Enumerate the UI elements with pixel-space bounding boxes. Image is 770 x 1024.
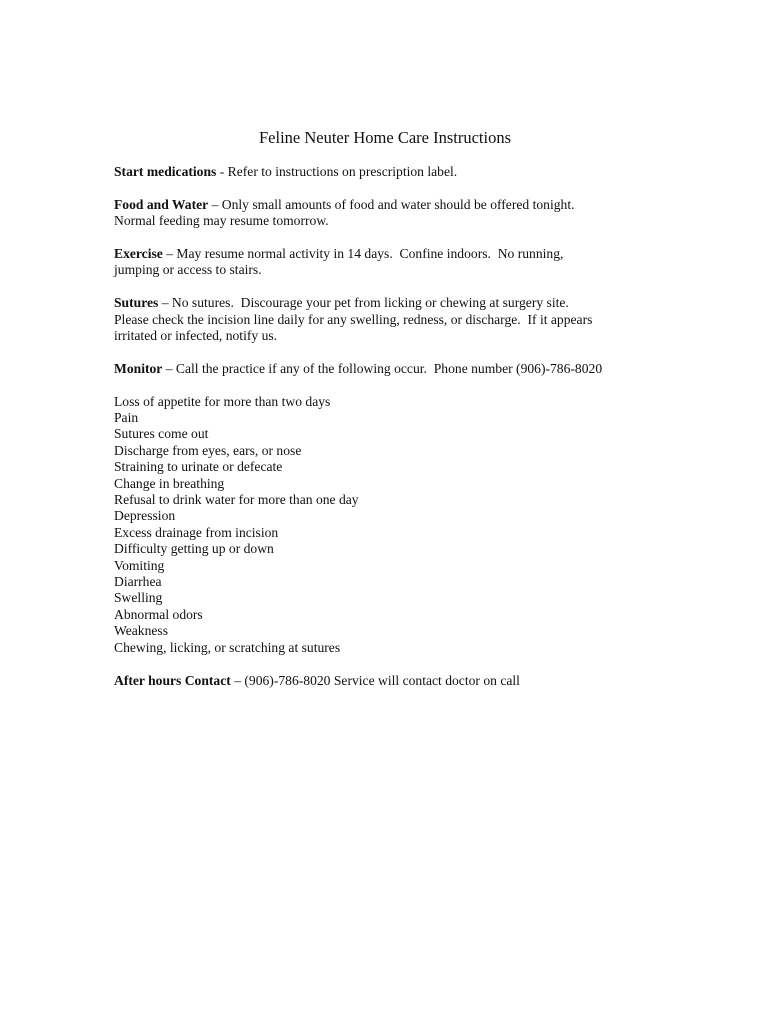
section-heading: Exercise [114, 246, 163, 261]
document-body [114, 164, 674, 705]
section-text-line: No sutures. Discourage your pet from licking or chewing at surgery site. [171, 295, 569, 311]
section-separator: – [162, 360, 176, 376]
list-item: Straining to urinate or defecate [114, 459, 283, 475]
section-text-line: Only small amounts of food and water should be offered tonight. [221, 196, 575, 212]
list-item: Loss of appetite for more than two days [114, 393, 331, 409]
list-item: Difficulty getting up or down [114, 541, 274, 557]
section-sutures [114, 295, 674, 344]
list-item: Vomiting [114, 557, 165, 573]
list-item: Chewing, licking, or scratching at sutures [114, 639, 341, 655]
section-separator: - [216, 164, 228, 179]
section-text-line: Call the practice if any of the following occur. Phone number (906)-786-8020 [175, 360, 603, 376]
list-item: Excess drainage from incision [114, 524, 279, 540]
section-text-line: jumping or access to stairs. [114, 262, 262, 278]
list-item: Change in breathing [114, 475, 225, 491]
section-separator: – [230, 672, 245, 688]
list-item: Pain [114, 410, 139, 426]
section-text-line: Please check the incision line daily for any swelling, redness, or discharge. If it appears [114, 311, 593, 327]
section-text-line: (906)-786-8020 Service will contact doctor on call [244, 672, 520, 688]
list-item: Swelling [114, 590, 163, 606]
symptom-list [114, 394, 674, 657]
list-item: Abnormal odors [114, 606, 203, 622]
section-heading: Food and Water [114, 196, 209, 212]
section-exercise [114, 246, 674, 279]
section-separator: – [158, 295, 172, 311]
list-item: Sutures come out [114, 426, 209, 442]
section-heading: After hours Contact [114, 672, 231, 688]
list-item: Weakness [114, 623, 169, 639]
section-food-and-water [114, 197, 674, 230]
section-text-line: irritated or infected, notify us. [114, 328, 278, 344]
list-item: Diarrhea [114, 574, 162, 590]
list-item: Refusal to drink water for more than one day [114, 492, 359, 508]
section-after-hours-contact [114, 673, 674, 689]
list-item: Discharge from eyes, ears, or nose [114, 442, 302, 458]
section-text-line: May resume normal activity in 14 days. Confine indoors. No running, [176, 246, 564, 261]
section-heading: Start medications [114, 164, 217, 179]
section-monitor [114, 361, 674, 377]
section-text-line: Refer to instructions on prescription label. [227, 164, 458, 179]
section-heading: Sutures [114, 295, 159, 311]
section-separator: – [208, 196, 222, 212]
section-heading: Monitor [114, 360, 163, 376]
list-item: Depression [114, 508, 176, 524]
section-text-line: Normal feeding may resume tomorrow. [114, 213, 329, 229]
section-separator: – [162, 246, 177, 261]
page-title: Feline Neuter Home Care Instructions [258, 128, 511, 147]
section-start-medications [114, 164, 674, 180]
